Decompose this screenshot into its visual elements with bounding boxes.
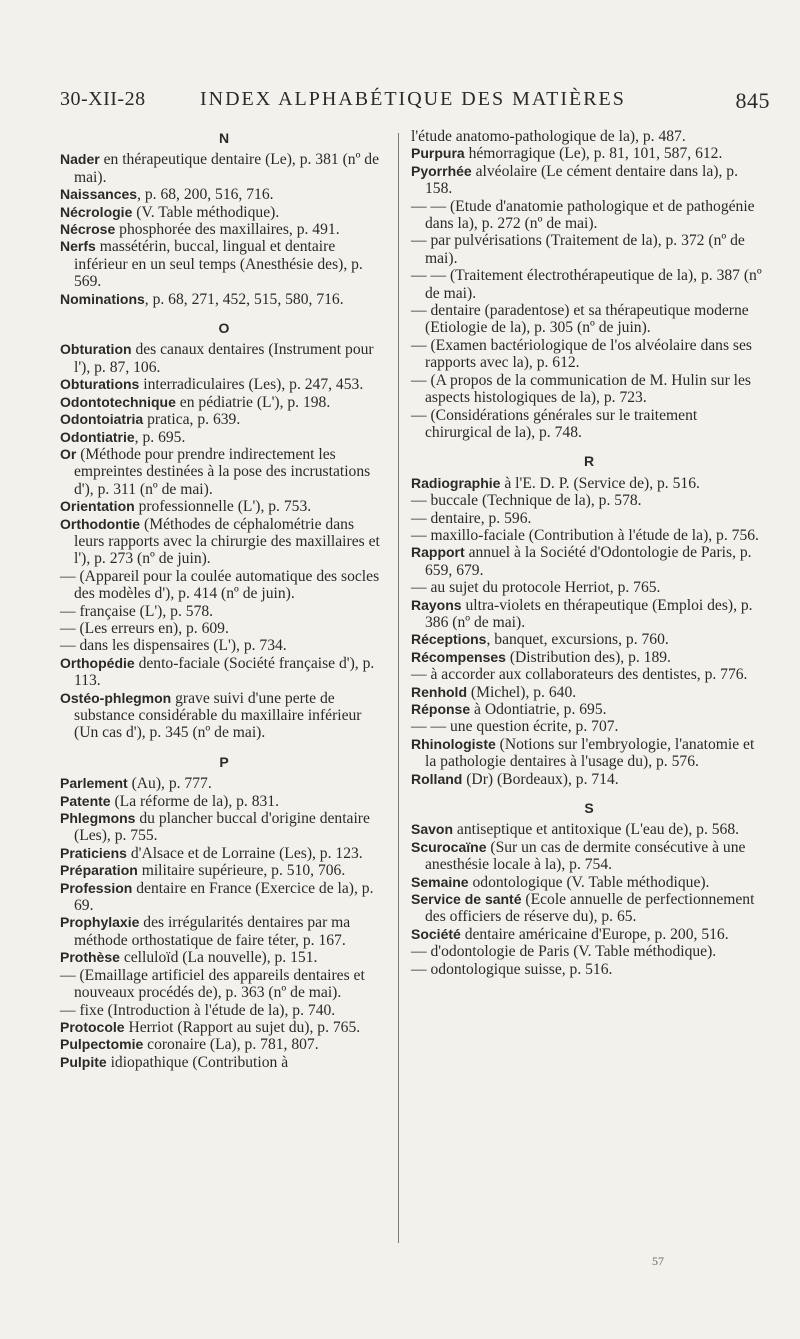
index-entry xyxy=(411,874,767,891)
index-entry xyxy=(411,821,767,838)
index-entry xyxy=(411,839,767,874)
entry-keyword: Or xyxy=(60,445,77,462)
entry-keyword: Récompenses xyxy=(411,648,506,665)
entry-keyword: Purpura xyxy=(411,145,465,162)
index-entry xyxy=(60,1036,388,1053)
index-entry xyxy=(411,544,767,579)
index-entry xyxy=(60,793,388,810)
entry-text: antiseptique et antitoxique (L'eau de), p. 568. xyxy=(453,821,740,839)
index-entry xyxy=(411,475,767,492)
index-entry xyxy=(60,446,388,498)
entry-text: interradiculaires (Les), p. 247, 453. xyxy=(139,376,364,394)
entry-keyword: Prophylaxie xyxy=(60,914,140,931)
entry-text: (Méthodes de céphalométrie dans leurs rapports avec la chirurgie des maxillaires et l'), p. 273 (nº de juin). xyxy=(74,515,380,568)
index-entry xyxy=(411,372,767,407)
entry-text: (V. Table méthodique). xyxy=(132,203,280,221)
entry-text: en pédiatrie (L'), p. 198. xyxy=(175,393,331,411)
entry-text: en thérapeutique dentaire (Le), p. 381 (nº de mai). xyxy=(74,151,380,186)
entry-keyword: Phlegmons xyxy=(60,810,136,827)
entry-text: — dentaire (paradentose) et sa thérapeutique moderne (Etiologie de la), p. 305 (nº de juin). xyxy=(411,302,749,337)
index-entry xyxy=(411,718,767,735)
entry-text: — (Considérations générales sur le traitement chirurgical de la), p. 748. xyxy=(411,406,698,441)
entry-text: (Ecole annuelle de perfectionnement des officiers de réserve du), p. 65. xyxy=(425,891,755,926)
index-entry xyxy=(60,151,388,186)
entry-text: hémorragique (Le), p. 81, 101, 587, 612. xyxy=(464,145,723,163)
entry-text: (Sur un cas de dermite consécutive à une anesthésie locale à la), p. 754. xyxy=(425,838,746,874)
entry-keyword: Rayons xyxy=(411,596,462,613)
entry-keyword: Rapport xyxy=(411,544,465,561)
entry-keyword: Obturation xyxy=(60,341,132,358)
entry-keyword: Service de santé xyxy=(411,891,522,908)
index-entry xyxy=(60,204,388,221)
entry-text: dento-faciale (Société française d'), p. 113. xyxy=(74,654,375,690)
index-entry xyxy=(411,198,767,233)
entry-text: à l'E. D. P. (Service de), p. 516. xyxy=(500,474,700,492)
entry-text: dentaire en France (Exercice de la), p. 69. xyxy=(74,879,374,915)
index-entry xyxy=(411,943,767,960)
entry-text: , banquet, excursions, p. 760. xyxy=(486,631,669,649)
index-entry xyxy=(60,429,388,446)
index-entry xyxy=(60,914,388,949)
index-entry xyxy=(411,337,767,372)
index-entry xyxy=(60,221,388,238)
entry-keyword: Radiographie xyxy=(411,474,501,491)
index-entry xyxy=(60,845,388,862)
index-entry xyxy=(60,620,388,637)
section-letter: O xyxy=(218,320,230,337)
section-letter: S xyxy=(584,800,594,817)
entry-keyword: Réceptions xyxy=(411,631,487,648)
index-entry xyxy=(60,880,388,915)
index-entry xyxy=(60,967,388,1002)
entry-text: l'étude anatomo-pathologique de la), p. 487. xyxy=(411,128,686,145)
entry-text: — dans les dispensaires (L'), p. 734. xyxy=(60,637,287,655)
entry-keyword: Pulpite xyxy=(60,1053,107,1070)
entry-text: — d'odontologie de Paris (V. Table méthodique). xyxy=(411,943,717,961)
entry-text: — à accorder aux collaborateurs des dentistes, p. 776. xyxy=(411,666,748,684)
index-entry xyxy=(411,666,767,683)
entry-keyword: Pulpectomie xyxy=(60,1036,144,1053)
entry-text: , p. 68, 200, 516, 716. xyxy=(137,186,274,204)
entry-text: à Odontiatrie, p. 695. xyxy=(470,701,607,718)
running-header xyxy=(60,88,770,116)
entry-text: — (Les erreurs en), p. 609. xyxy=(60,619,229,637)
entry-keyword: Orthodontie xyxy=(60,515,141,532)
index-entry xyxy=(411,701,767,718)
entry-keyword: Obturations xyxy=(60,376,140,393)
entry-text: alvéolaire (Le cément dentaire dans la), p. 158. xyxy=(425,162,738,198)
index-entry xyxy=(411,527,767,544)
index-entry xyxy=(60,411,388,428)
entry-text: coronaire (La), p. 781, 807. xyxy=(143,1036,319,1054)
entry-text: — buccale (Technique de la), p. 578. xyxy=(411,492,642,510)
index-entry xyxy=(60,291,388,308)
entry-keyword: Nader xyxy=(60,151,100,168)
index-entry xyxy=(411,145,767,162)
entry-keyword: Savon xyxy=(411,821,454,838)
entry-keyword: Rolland xyxy=(411,770,463,787)
entry-text: militaire supérieure, p. 510, 706. xyxy=(137,862,346,880)
entry-text: du plancher buccal d'origine dentaire (Les), p. 755. xyxy=(74,810,370,845)
index-entry xyxy=(60,603,388,620)
entry-text: ultra-violets en thérapeutique (Emploi des), p. 386 (nº de mai). xyxy=(425,596,753,631)
entry-text: des canaux dentaires (Instrument pour l'), p. 87, 106. xyxy=(74,341,374,376)
index-entry xyxy=(60,376,388,393)
index-entry xyxy=(60,1002,388,1019)
index-entry xyxy=(60,1019,388,1036)
page-number: 845 xyxy=(735,88,770,113)
entry-text: — par pulvérisations (Traitement de la), p. 372 (nº de mai). xyxy=(411,232,745,267)
entry-text: (Notions sur l'embryologie, l'anatomie et la pathologie dentaires à l'usage du), p. 576. xyxy=(425,735,755,771)
entry-keyword: Scurocaïne xyxy=(411,838,487,855)
entry-text: — — (Etude d'anatomie pathologique et de pathogénie dans la), p. 272 (nº de mai). xyxy=(411,197,755,233)
index-entry xyxy=(411,926,767,943)
entry-text: — au sujet du protocole Herriot, p. 765. xyxy=(411,579,661,597)
entry-keyword: Patente xyxy=(60,792,111,809)
left-column xyxy=(60,128,388,1071)
entry-text: d'Alsace et de Lorraine (Les), p. 123. xyxy=(126,844,363,862)
entry-text: phosphorée des maxillaires, p. 491. xyxy=(115,221,340,239)
index-entry xyxy=(60,810,388,845)
entry-keyword: Ostéo-phlegmon xyxy=(60,689,172,706)
column-divider xyxy=(398,133,399,1243)
entry-text: , p. 695. xyxy=(134,428,186,446)
index-entry xyxy=(411,597,767,632)
entry-text: (La réforme de la), p. 831. xyxy=(110,792,280,810)
index-entry xyxy=(60,949,388,966)
index-entry xyxy=(60,568,388,603)
index-entry xyxy=(60,1054,388,1071)
entry-keyword: Nécrologie xyxy=(60,203,133,220)
index-entry xyxy=(60,394,388,411)
entry-keyword: Parlement xyxy=(60,775,128,792)
header-title: INDEX ALPHABÉTIQUE DES MATIÈRES xyxy=(200,88,626,110)
entry-keyword: Semaine xyxy=(411,873,469,890)
index-entry xyxy=(411,163,767,198)
index-entry xyxy=(411,961,767,978)
entry-text: grave suivi d'une perte de substance considérable du maxillaire inférieur (Un cas d'), p. 345 (nº de mai). xyxy=(74,689,362,742)
entry-keyword: Odontotechnique xyxy=(60,393,176,410)
entry-text: — (Appareil pour la coulée automatique des socles des modèles d'), p. 414 (nº de juin). xyxy=(60,567,380,603)
signature-mark: 57 xyxy=(652,1254,664,1268)
entry-text: (Distribution des), p. 189. xyxy=(505,648,671,666)
entry-text: odontologique (V. Table méthodique). xyxy=(468,873,710,891)
index-entry xyxy=(60,238,388,290)
entry-text: — française (L'), p. 578. xyxy=(60,602,214,620)
entry-text: — — (Traitement électrothérapeutique de la), p. 387 (nº de mai). xyxy=(411,267,762,302)
entry-keyword: Pyorrhée xyxy=(411,162,472,179)
entry-text: (Méthode pour prendre indirectement les empreintes destinées à la pose des incrustations d'), p. 311 (nº de mai). xyxy=(74,445,371,498)
index-entry xyxy=(411,128,767,145)
entry-text: idiopathique (Contribution à xyxy=(106,1053,289,1071)
entry-text: professionnelle (L'), p. 753. xyxy=(134,498,312,516)
entry-keyword: Profession xyxy=(60,879,133,896)
entry-keyword: Protocole xyxy=(60,1018,125,1035)
entry-keyword: Nominations xyxy=(60,290,145,307)
entry-keyword: Renhold xyxy=(411,683,467,700)
index-entry xyxy=(60,690,388,742)
index-entry xyxy=(411,736,767,771)
entry-text: annuel à la Société d'Odontologie de Paris, p. 659, 679. xyxy=(425,544,752,579)
entry-keyword: Orthopédie xyxy=(60,654,135,671)
entry-keyword: Praticiens xyxy=(60,844,127,861)
index-entry xyxy=(411,631,767,648)
entry-text: dentaire américaine d'Europe, p. 200, 516. xyxy=(460,925,729,943)
index-entry xyxy=(60,498,388,515)
index-entry xyxy=(411,407,767,442)
entry-text: — (Examen bactériologique de l'os alvéolaire dans ses rapports avec la), p. 612. xyxy=(411,336,752,372)
entry-keyword: Société xyxy=(411,925,461,942)
index-entry xyxy=(411,232,767,267)
entry-keyword: Préparation xyxy=(60,862,138,879)
entry-text: , p. 68, 271, 452, 515, 580, 716. xyxy=(144,290,344,308)
section-letter: N xyxy=(218,130,230,146)
entry-text: — (Emaillage artificiel des appareils dentaires et nouveaux procédés de), p. 363 (nº de mai). xyxy=(60,966,365,1002)
entry-text: — (A propos de la communication de M. Hulin sur les aspects histologiques de la), p. 723. xyxy=(411,371,751,407)
entry-text: (Au), p. 777. xyxy=(127,775,212,793)
entry-text: (Michel), p. 640. xyxy=(467,683,577,701)
index-entry xyxy=(411,267,767,302)
entry-text: — odontologique suisse, p. 516. xyxy=(411,960,613,978)
entry-text: massétérin, buccal, lingual et dentaire inférieur en un seul temps (Anesthésie des), p. 569. xyxy=(74,238,363,291)
index-entry xyxy=(60,516,388,568)
entry-keyword: Orientation xyxy=(60,498,135,515)
index-entry xyxy=(411,510,767,527)
index-entry xyxy=(60,341,388,376)
entry-text: — dentaire, p. 596. xyxy=(411,509,532,527)
entry-keyword: Nécrose xyxy=(60,221,116,238)
index-entry xyxy=(60,186,388,203)
entry-text: celluloïd (La nouvelle), p. 151. xyxy=(119,949,318,967)
entry-keyword: Odontoiatria xyxy=(60,411,144,428)
section-letter: P xyxy=(219,753,229,770)
index-entry xyxy=(60,775,388,792)
index-entry xyxy=(60,655,388,690)
index-entry xyxy=(411,649,767,666)
entry-text: pratica, p. 639. xyxy=(143,411,241,429)
index-entry xyxy=(411,302,767,337)
index-entry xyxy=(60,862,388,879)
right-column xyxy=(411,128,767,978)
entry-text: — maxillo-faciale (Contribution à l'étude de la), p. 756. xyxy=(411,526,759,544)
index-entry xyxy=(411,771,767,788)
section-gap xyxy=(411,788,767,798)
index-entry xyxy=(411,492,767,509)
section-gap xyxy=(60,742,388,752)
entry-keyword: Réponse xyxy=(411,701,471,717)
index-entry xyxy=(411,579,767,596)
entry-keyword: Naissances xyxy=(60,186,138,203)
entry-text: Herriot (Rapport au sujet du), p. 765. xyxy=(124,1018,361,1036)
entry-text: (Dr) (Bordeaux), p. 714. xyxy=(462,770,619,788)
header-date: 30-XII-28 xyxy=(60,88,146,110)
entry-keyword: Rhinologiste xyxy=(411,735,496,752)
section-gap xyxy=(411,441,767,451)
entry-keyword: Nerfs xyxy=(60,238,96,255)
index-entry xyxy=(411,684,767,701)
section-letter: R xyxy=(583,453,595,470)
index-entry xyxy=(60,637,388,654)
section-gap xyxy=(60,308,388,318)
entry-keyword: Prothèse xyxy=(60,949,120,966)
entry-text: des irrégularités dentaires par ma méthode orthostatique de faire téter, p. 167. xyxy=(74,914,351,949)
entry-text: — — une question écrite, p. 707. xyxy=(411,718,619,736)
entry-text: — fixe (Introduction à l'étude de la), p. 740. xyxy=(60,1001,336,1019)
index-entry xyxy=(411,891,767,926)
entry-keyword: Odontiatrie xyxy=(60,428,135,445)
